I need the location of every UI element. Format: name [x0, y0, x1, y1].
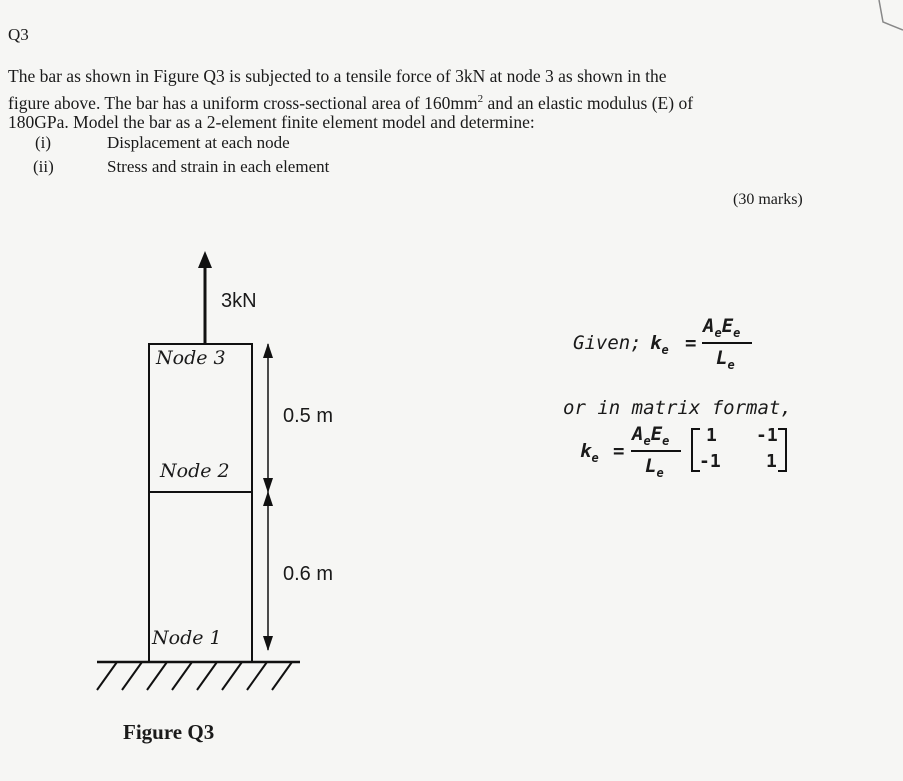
force-label: 3kN — [221, 290, 257, 312]
k-letter-2: k — [580, 440, 592, 462]
numerator-2-A: A — [632, 423, 644, 445]
denominator-L-sub: e — [727, 357, 735, 372]
numerator-2-A-sub: e — [643, 433, 651, 448]
equals-sign-2: = — [613, 440, 625, 462]
length-label-top: 0.5 m — [283, 405, 334, 427]
force-arrowhead — [198, 251, 212, 268]
numerator-E-sub: e — [733, 325, 741, 340]
figure-caption: Figure Q3 — [123, 720, 215, 744]
node-3-label: Node 3 — [156, 347, 226, 369]
length-label-bottom: 0.6 m — [283, 563, 334, 585]
problem-line-3: 180GPa. Model the bar as a 2-element finite element model and determine: — [8, 112, 535, 132]
numerator — [703, 315, 740, 340]
numerator-2-E: E — [650, 423, 663, 445]
item-ii-number: (ii) — [33, 157, 54, 176]
problem-line-2-text: figure above. The bar has a uniform cross-sectional area of 160mm — [8, 92, 478, 113]
numerator-2-E-sub: e — [662, 433, 670, 448]
node-2-label: Node 2 — [160, 460, 230, 482]
dimension-arrow-bottom-down — [263, 636, 273, 651]
fraction-bar-2 — [631, 450, 681, 452]
equals-sign: = — [685, 332, 697, 354]
numerator-2 — [632, 423, 669, 448]
denominator — [716, 347, 735, 372]
ground-hatching — [97, 662, 292, 690]
dimension-arrow-top-up — [263, 343, 273, 358]
matrix-cell-12: -1 — [756, 425, 778, 446]
problem-line-1: The bar as shown in Figure Q3 is subjected to a tensile force of 3kN at node 3 as shown in the — [8, 66, 667, 86]
matrix-cell-22: 1 — [766, 451, 777, 472]
denominator-2 — [645, 455, 664, 480]
superscript-2: 2 — [477, 93, 484, 105]
right-bracket — [778, 429, 786, 471]
denominator-2-L: L — [645, 455, 657, 477]
k-subscript-2: e — [591, 450, 599, 465]
node-1-label: Node 1 — [152, 627, 222, 649]
marks-label: (30 marks) — [733, 191, 803, 208]
matrix-cell-11: 1 — [706, 425, 717, 446]
question-number: Q3 — [8, 25, 29, 44]
matrix-intro: or in matrix format, — [563, 397, 792, 419]
denominator-L: L — [716, 347, 728, 369]
problem-line-2-rest: and an elastic modulus (E) of — [483, 92, 694, 113]
fraction-bar — [702, 342, 752, 344]
item-ii-text: Stress and strain in each element — [107, 157, 330, 176]
dimension-arrow-mid-up — [263, 491, 273, 506]
denominator-2-L-sub: e — [656, 465, 664, 480]
numerator-A-sub: e — [714, 325, 722, 340]
numerator-A: A — [703, 315, 715, 337]
k-symbol — [650, 332, 669, 357]
k-symbol-2 — [580, 440, 599, 465]
item-i-number: (i) — [35, 133, 52, 152]
given-label: Given; — [573, 332, 642, 354]
numerator-E: E — [721, 315, 734, 337]
k-subscript: e — [661, 342, 669, 357]
dimension-arrow-mid-down — [263, 478, 273, 493]
k-letter: k — [650, 332, 662, 354]
item-i-text: Displacement at each node — [107, 133, 290, 152]
matrix-cell-21: -1 — [699, 451, 721, 472]
